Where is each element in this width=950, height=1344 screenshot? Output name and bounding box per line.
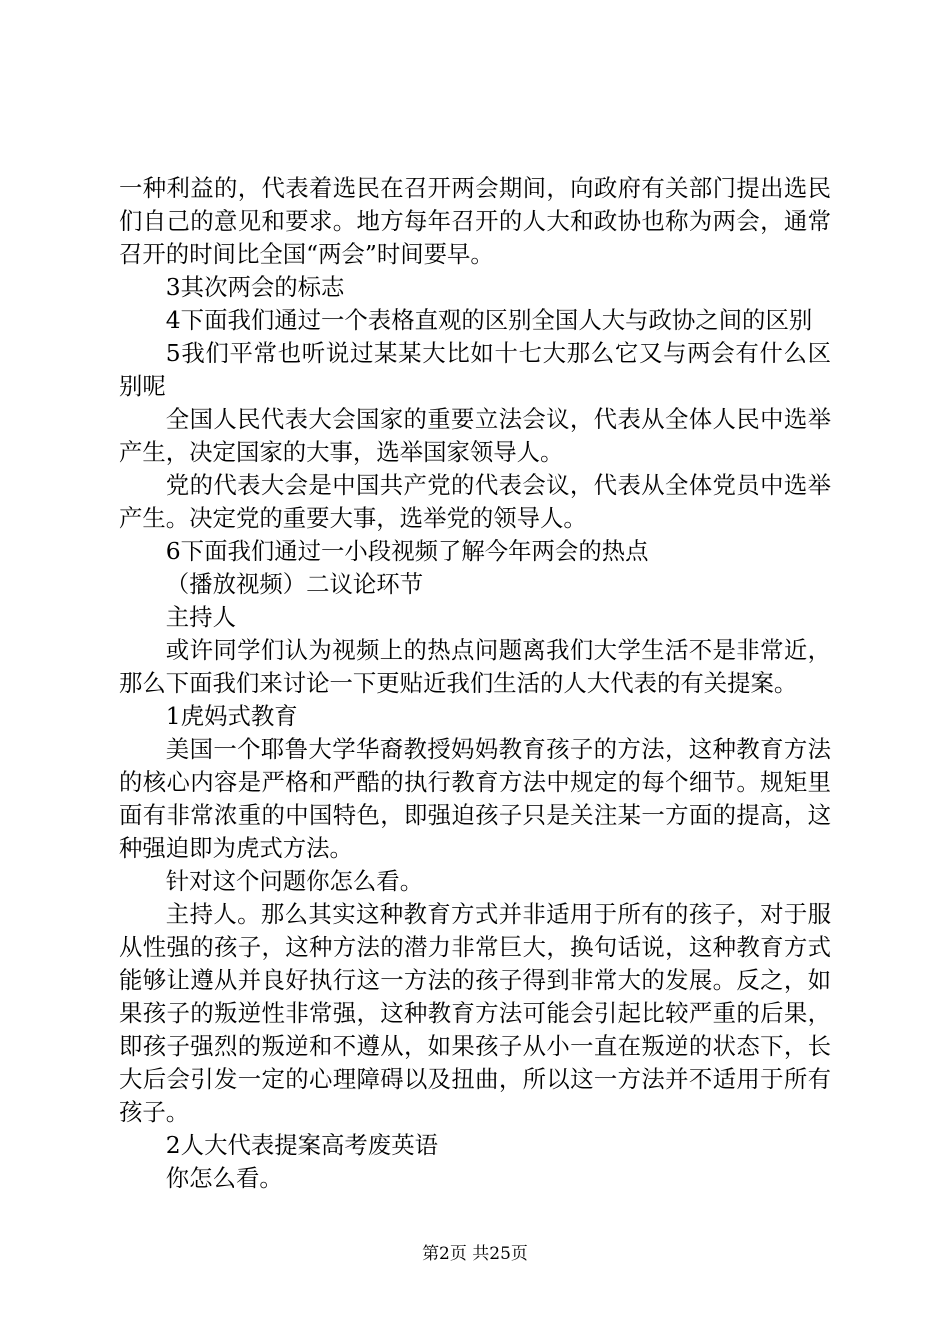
paragraph: 2人大代表提案高考废英语 [165,1131,438,1159]
paragraph: 主持人。那么其实这种教育方式并非适用于所有的孩子，对于服从性强的孩子，这种方法的潜力非常巨大，换句话说，这种教育方式能够让遵从并良好执行这一方法的孩子得到非常大的发展。反之，如果孩子的叛逆性非常强，这种教育方法可能会引起比较严重的后果，即孩子强烈的叛逆和不遵从，如果孩子从小一直在叛逆的状态下，长大后会引发一定的心理障碍以及扭曲，所以这一方法并不适用于所有孩子。 [119,900,831,1126]
paragraph: 4下面我们通过一个表格直观的区别全国人大与政协之间的区别 [165,306,813,334]
paragraph: 或许同学们认为视频上的热点问题离我们大学生活不是非常近，那么下面我们来讨论一下更贴近我们生活的人大代表的有关提案。 [119,636,831,697]
paragraph: 全国人民代表大会国家的重要立法会议，代表从全体人民中选举产生，决定国家的大事，选举国家领导人。 [119,405,831,466]
paragraph: 5我们平常也听说过某某大比如十七大那么它又与两会有什么区别呢 [119,339,831,400]
page-number-label: 第2页 共25页 [422,1244,528,1264]
paragraph: （播放视频）二议论环节 [165,570,424,598]
paragraph: 主持人 [165,603,236,631]
paragraph: 党的代表大会是中国共产党的代表会议，代表从全体党员中选举产生。决定党的重要大事，选举党的领导人。 [119,471,831,532]
paragraph: 3其次两会的标志 [165,273,345,301]
paragraph: 针对这个问题你怎么看。 [165,867,424,895]
paragraph: 6下面我们通过一小段视频了解今年两会的热点 [165,537,649,565]
paragraph: 一种利益的，代表着选民在召开两会期间，向政府有关部门提出选民们自己的意见和要求。地方每年召开的人大和政协也称为两会，通常召开的时间比全国“两会”时间要早。 [119,174,831,268]
paragraph: 美国一个耶鲁大学华裔教授妈妈教育孩子的方法，这种教育方法的核心内容是严格和严酷的执行教育方法中规定的每个细节。规矩里面有非常浓重的中国特色，即强迫孩子只是关注某一方面的提高，这种强迫即为虎式方法。 [119,735,831,862]
page-footer [0,1243,950,1265]
paragraph: 你怎么看。 [165,1164,283,1192]
document-body [119,172,831,1195]
paragraph: 1虎妈式教育 [165,702,298,730]
